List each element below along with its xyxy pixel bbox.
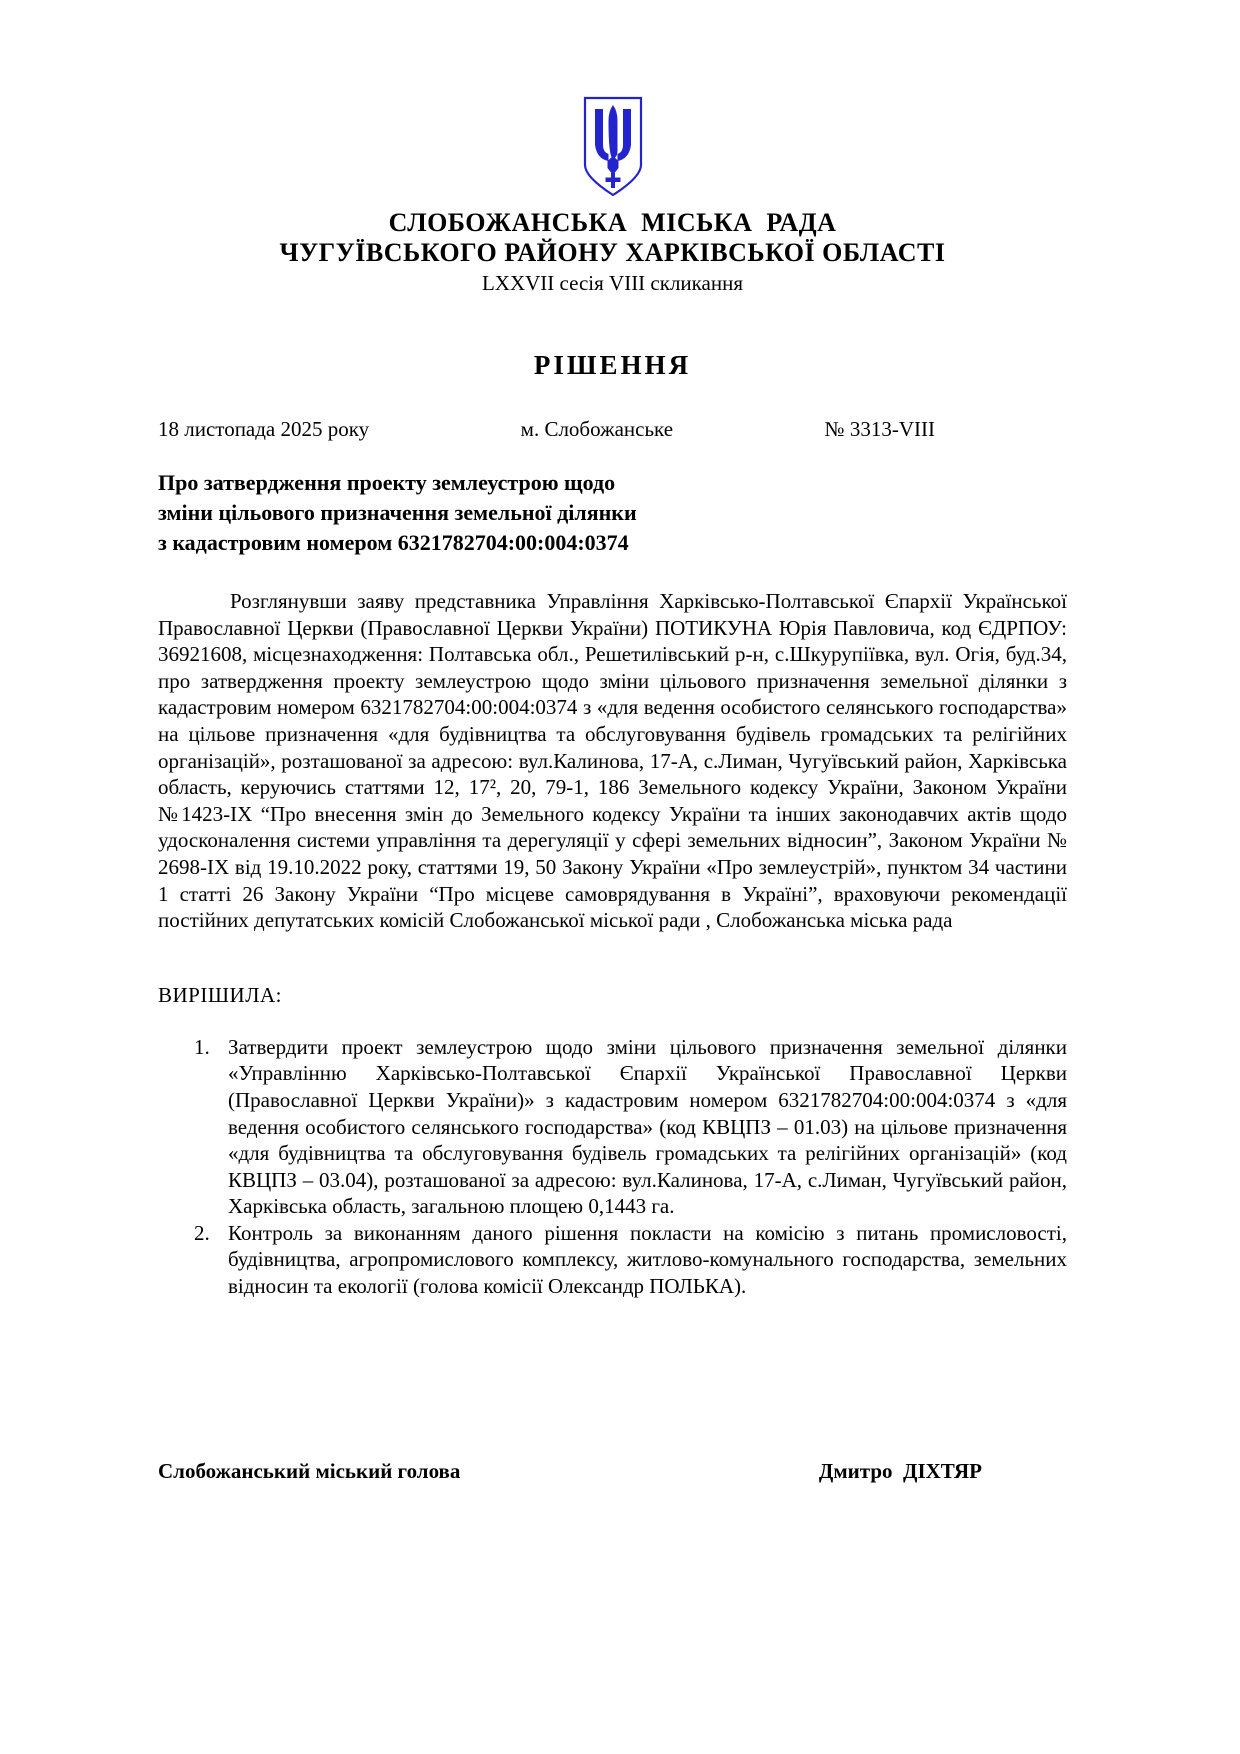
document-header	[158, 95, 1067, 382]
document-type-title: РІШЕННЯ	[533, 350, 692, 380]
subject-line-1: Про затвердження проекту землеустрою щодо	[158, 470, 616, 495]
signer-title: Слобожанський міський голова	[158, 1458, 461, 1483]
organization-region: ЧУГУЇВСЬКОГО РАЙОНУ ХАРКІВСЬКОЇ ОБЛАСТІ	[279, 238, 946, 267]
item-text: Затвердити проект землеустрою щодо зміни цільового призначення земельної ділянки «Управлінню Харківсько-Полтавської Єпархії Української Православної Церкви (Православної Церкви України)» з кадастровим номером 6321782704:00:004:0374 з «для ведення особистого селянського господарства» (код КВЦПЗ – 01.03) на цільове призначення «для будівництва та обслуговування будівель громадських та релігійних організацій» (код КВЦПЗ – 03.04), розташованої за адресою: вул.Калинова, 17-А, с.Лиман, Чугуївський район, Харківська область, загальною площею 0,1443 га.	[228, 1034, 1067, 1219]
subject-line-3: з кадастровим номером 6321782704:00:004:0374	[158, 530, 629, 555]
document-place: м. Слобожанське	[520, 417, 674, 441]
session-line: LXXVII сесія VIII скликання	[481, 271, 744, 295]
subject-line-2: зміни цільового призначення земельної ділянки	[158, 500, 637, 525]
ukraine-trident-emblem	[578, 95, 648, 199]
body-paragraph: Розглянувши заяву представника Управління Харківсько-Полтавської Єпархії Української Православної Церкви (Православної Церкви України) ПОТИКУНА Юрія Павловича, код ЄДРПОУ: 36921608, місцезнаходження: Полтавська обл., Решетилівський р-н, с.Шкурупіївка, вул. Огія, буд.34, про затвердження проекту землеустрою щодо зміни цільового призначення земельної ділянки з кадастровим номером 6321782704:00:004:0374 з «для ведення особистого селянського господарства» на цільове призначення «для будівництва та обслуговування будівель громадських та релігійних організацій», розташованої за адресою: вул.Калинова, 17-А, с.Лиман, Чугуївський район, Харківська область, керуючись статтями 12, 17², 20, 79-1, 186 Земельного кодексу України, Законом України №1423-IX “Про внесення змін до Земельного кодексу України та інших законодавчих актів щодо удосконалення системи управління та дерегуляції у сфері земельних відносин”, Законом України № 2698-IX від 19.10.2022 року, статтями 19, 50 Закону України «Про землеустрій», пунктом 34 частини 1 статті 26 Закону України “Про місцеве самоврядування в Україні”, враховуючи рекомендації постійних депутатських комісій Слобожанської міської ради , Слобожанська міська рада	[158, 589, 1067, 933]
document-content	[158, 95, 1067, 1485]
meta-row	[158, 416, 1067, 442]
resolved-label: ВИРІШИЛА:	[158, 982, 282, 1007]
item-number: 2.	[194, 1220, 210, 1245]
resolution-item-2	[194, 1220, 1067, 1300]
document-number: № 3313-VIII	[824, 417, 935, 441]
trident-icon	[578, 95, 648, 199]
resolution-item-1	[194, 1034, 1067, 1220]
resolution-items	[194, 1034, 1067, 1300]
item-text: Контроль за виконанням даного рішення покласти на комісію з питань промисловості, будівництва, агропромислового комплексу, житлово-комунального господарства, земельних відносин та екології (голова комісії Олександр ПОЛЬКА).	[228, 1220, 1067, 1299]
signature-row	[158, 1457, 1067, 1485]
document-date: 18 листопада 2025 року	[158, 417, 370, 441]
subject-block	[158, 468, 1067, 558]
signer-name: Дмитро ДІХТЯР	[818, 1458, 982, 1483]
item-number: 1.	[194, 1034, 210, 1059]
organization-name: СЛОБОЖАНСЬКА МІСЬКА РАДА	[388, 208, 837, 237]
